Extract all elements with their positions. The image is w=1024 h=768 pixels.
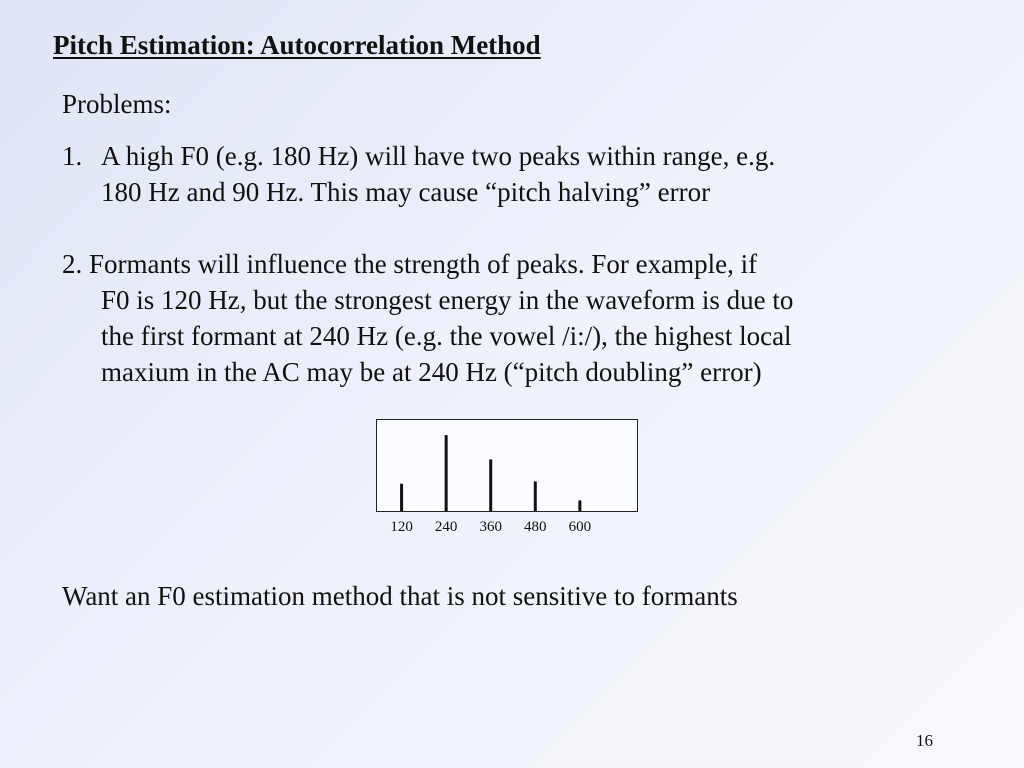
problem-1-line-1 bbox=[62, 138, 775, 174]
problem-2-line-2: F0 is 120 Hz, but the strongest energy in the waveform is due to bbox=[101, 285, 794, 315]
problem-1-line-2: 180 Hz and 90 Hz. This may cause “pitch halving” error bbox=[101, 177, 711, 207]
problem-2-line-4: maxium in the AC may be at 240 Hz (“pitch doubling” error) bbox=[101, 357, 762, 387]
tick-label-360: 360 bbox=[479, 519, 502, 535]
problems-heading: Problems: bbox=[62, 89, 172, 119]
problem-1-text-1: A high F0 (e.g. 180 Hz) will have two peaks within range, e.g. bbox=[101, 141, 776, 171]
problem-1 bbox=[62, 138, 775, 210]
problem-1-number: 1. bbox=[62, 141, 83, 171]
page-number: 16 bbox=[916, 731, 933, 750]
problem-2 bbox=[62, 246, 793, 390]
conclusion-text: Want an F0 estimation method that is not sensitive to formants bbox=[62, 581, 738, 611]
tick-label-600: 600 bbox=[568, 519, 592, 535]
chart-x-tick-labels bbox=[376, 519, 638, 539]
tick-label-480: 480 bbox=[524, 519, 547, 535]
problem-2-line-1: 2. Formants will influence the strength of peaks. For example, if bbox=[62, 249, 758, 279]
autocorrelation-peaks-chart bbox=[376, 419, 638, 512]
chart-plot-area bbox=[377, 420, 637, 511]
slide-title: Pitch Estimation: Autocorrelation Method bbox=[53, 30, 541, 60]
tick-label-240: 240 bbox=[434, 519, 458, 535]
tick-label-120: 120 bbox=[390, 519, 413, 535]
problem-2-line-3: the first formant at 240 Hz (e.g. the vowel /i:/), the highest local bbox=[101, 321, 792, 351]
